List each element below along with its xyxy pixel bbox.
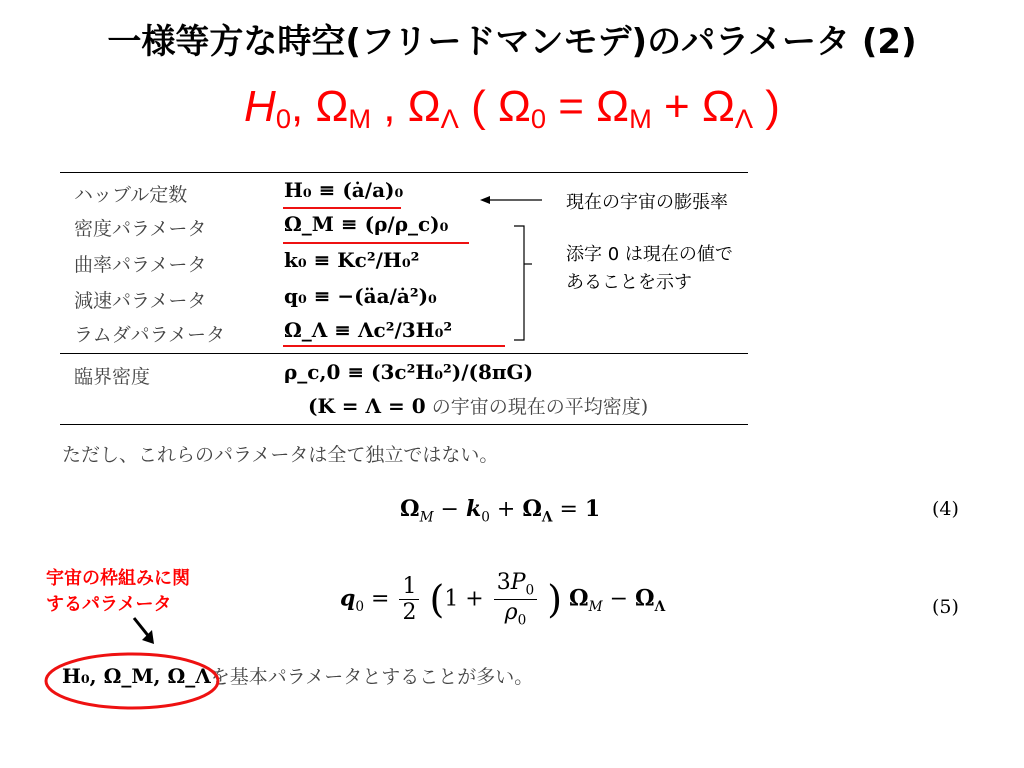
critical-density-note — [308, 392, 648, 419]
table-top-rule — [60, 172, 748, 173]
equation-5-number: (5) — [932, 596, 959, 618]
frac-half: $\frac{1}{2}$ — [399, 574, 419, 626]
arrow-head — [480, 196, 490, 204]
row-formula-hubble: H₀ ≡ (ȧ/a)₀ — [284, 178, 404, 202]
critical-density-label: 臨界密度 — [74, 366, 151, 388]
critical-density-formula: ρ_c,0 ≡ (3c²H₀²)/(8πG) — [284, 360, 534, 384]
equation-5: $q_0$ = $\frac{1}{2}$ (1 + $\frac{3P_0}{\rho_0}$ ) $\Omega_M - \Omega_\Lambda$ — [340, 570, 666, 629]
row-label-lambda: ラムダパラメータ — [74, 324, 226, 346]
framework-note-line2: するパラメータ — [46, 594, 172, 615]
equation-4: $\Omega_M - k_0 + \Omega_\Lambda = 1$ — [400, 496, 601, 526]
equation-4-number: (4) — [932, 498, 959, 520]
underline-hubble — [283, 207, 401, 209]
basic-params-circle — [42, 650, 222, 712]
framework-note-line1: 宇宙の枠組みに関 — [46, 568, 190, 589]
red-ellipse — [46, 654, 218, 708]
critical-note-math: (K = Λ = 0 — [308, 394, 426, 418]
table-bottom-rule — [60, 424, 748, 425]
row-formula-deceleration: q₀ ≡ −(äa/ȧ²)₀ — [284, 284, 437, 308]
row-formula-curvature: k₀ ≡ Kc²/H₀² — [284, 248, 420, 272]
row-label-curvature: 曲率パラメータ — [74, 254, 207, 276]
not-independent-text: ただし、これらのパラメータは全て独立ではない。 — [62, 444, 499, 466]
frac-pressure: $\frac{3P_0}{\rho_0}$ — [494, 570, 537, 629]
basic-params-math: H₀, Ω_M, Ω_Λ — [62, 664, 211, 688]
framework-arrow — [128, 614, 168, 648]
critical-note-text: の宇宙の現在の平均密度) — [425, 396, 649, 418]
row-label-deceleration: 減速パラメータ — [74, 290, 207, 312]
annotation-subscript-line2: あることを示す — [566, 272, 692, 293]
basic-params-text: を基本パラメータとすることが多い。 — [210, 666, 534, 688]
slide-title: 一様等方な時空(フリードマンモデ)のパラメータ (2) — [107, 22, 917, 62]
underline-density — [283, 242, 469, 244]
row-label-density: 密度パラメータ — [74, 218, 207, 240]
bracket — [514, 226, 524, 340]
annotation-arrows — [470, 180, 560, 350]
annotation-expansion-rate: 現在の宇宙の膨張率 — [566, 192, 728, 213]
row-formula-lambda: Ω_Λ ≡ Λc²/3H₀² — [284, 318, 453, 342]
row-formula-density: Ω_M ≡ (ρ/ρ_c)₀ — [284, 212, 449, 236]
table-mid-rule — [60, 353, 748, 354]
row-label-hubble: ハッブル定数 — [74, 184, 188, 206]
annotation-subscript-line1: 添字 0 は現在の値で — [566, 244, 733, 265]
slide-subtitle: $H_0$, $\Omega_M$ , $\Omega_\Lambda$ ( $\Omega_0 = \Omega_M + \Omega_\Lambda$ ) — [244, 82, 780, 134]
